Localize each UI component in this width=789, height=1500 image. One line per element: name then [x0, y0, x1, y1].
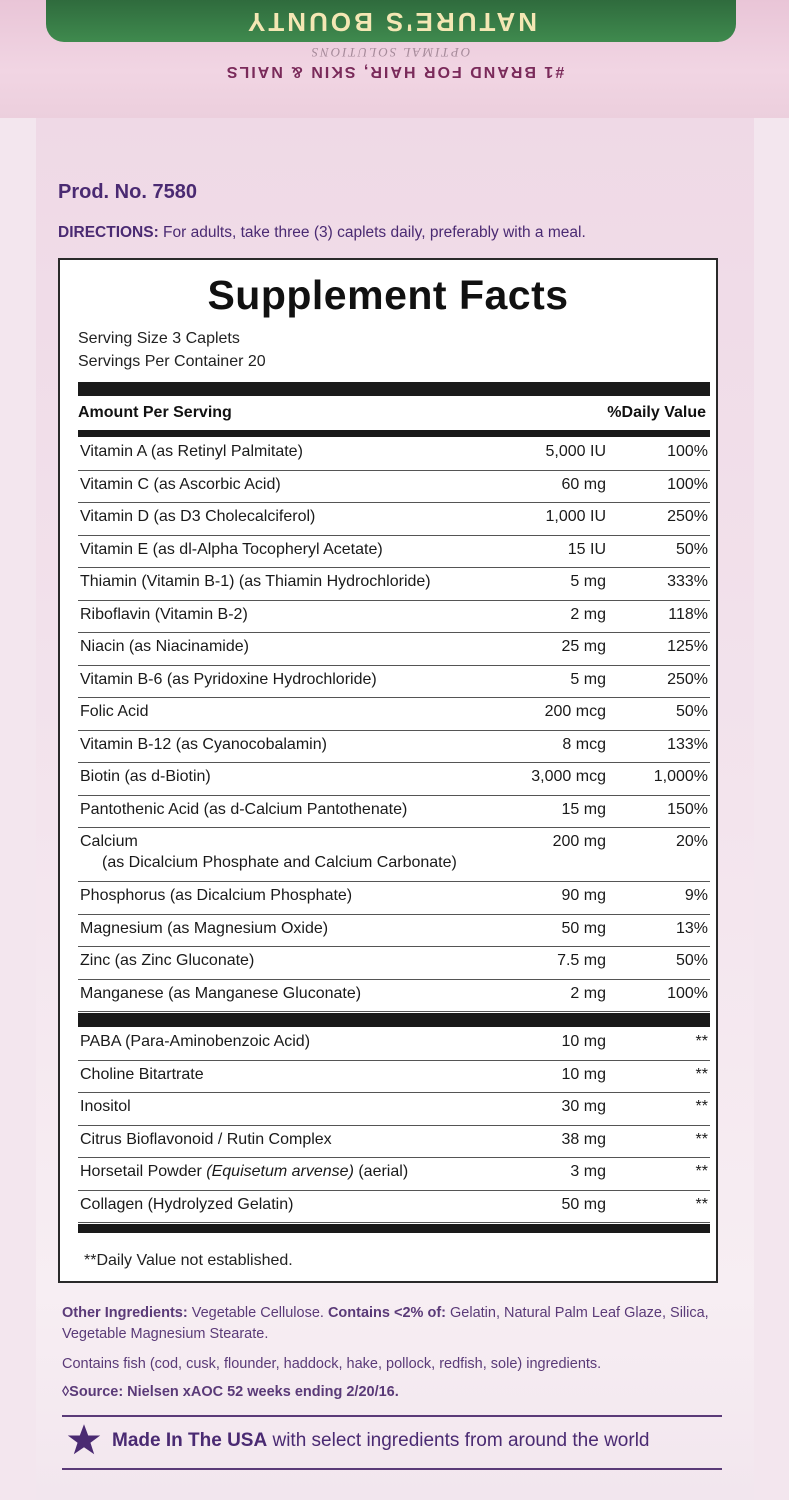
nutrient-name: Manganese (as Manganese Gluconate) [80, 984, 362, 1002]
nutrient-amount: 1,000 IU [545, 508, 606, 525]
facts-title: Supplement Facts [207, 272, 569, 318]
nutrient-amount: 200 mg [552, 833, 606, 850]
nutrient-amount: 5 mg [570, 573, 606, 590]
nutrient-row [78, 632, 710, 666]
nutrient-amount: 5 mg [570, 670, 606, 688]
footnote: **Daily Value not established. [84, 1252, 293, 1269]
thick-divider [78, 382, 710, 396]
nutrient-name: Magnesium (as Magnesium Oxide) [80, 919, 329, 937]
nutrient-name: Vitamin B-12 (as Cyanocobalamin) [80, 735, 327, 753]
nutrient-daily-value: ** [695, 1195, 708, 1213]
nutrient-name: Vitamin D (as D3 Cholecalciferol) [80, 508, 316, 525]
thick-divider [78, 1013, 710, 1027]
fish-allergen-note: Contains fish (cod, cusk, flounder, haddock, hake, pollock, redfish, sole) ingredients. [62, 1356, 602, 1372]
nutrient-row [78, 1125, 710, 1159]
nutrient-row [78, 437, 710, 471]
nutrient-row [78, 979, 710, 1013]
nutrient-daily-value: 100% [667, 443, 708, 460]
nutrient-daily-value: 118% [668, 605, 708, 623]
nutrient-amount: 3 mg [570, 1163, 606, 1180]
nutrient-name: Vitamin A (as Retinyl Palmitate) [80, 443, 303, 460]
divider-line [62, 1468, 722, 1470]
nutrient-row [78, 795, 710, 829]
nutrient-amount: 3,000 mcg [531, 768, 606, 785]
nutrient-amount: 15 IU [567, 540, 606, 558]
nutrient-name: Folic Acid [80, 703, 149, 720]
nutrient-row [78, 535, 710, 569]
nutrient-name [80, 1163, 408, 1181]
nutrient-name-part: (aerial) [353, 1163, 409, 1180]
nutrient-row [78, 1027, 710, 1061]
nutrient-name: Niacin (as Niacinamide) [80, 638, 249, 655]
nutrient-name: Zinc (as Zinc Gluconate) [80, 952, 255, 969]
nutrient-daily-value: 133% [667, 735, 708, 753]
nutrient-name: Vitamin B-6 (as Pyridoxine Hydrochloride) [80, 670, 377, 688]
nutrient-daily-value: 150% [667, 800, 708, 818]
nutrient-amount: 10 mg [561, 1033, 606, 1050]
nutrient-amount: 10 mg [561, 1065, 606, 1083]
nutrient-amount: 50 mg [561, 919, 606, 937]
thick-divider [78, 430, 710, 437]
nutrient-amount: 2 mg [570, 605, 606, 623]
made-in-usa-bold: Made In The USA [112, 1430, 268, 1451]
nutrient-row [78, 730, 710, 764]
nutrient-amount: 8 mcg [562, 735, 606, 753]
source-note: ◊Source: Nielsen xAOC 52 weeks ending 2/20/16. [62, 1384, 399, 1400]
nutrient-daily-value: 20% [675, 833, 708, 850]
nutrient-name: Inositol [80, 1098, 131, 1115]
amount-per-serving-header: Amount Per Serving [78, 404, 232, 421]
brand-tagline: OPTIMAL SOLUTIONS [309, 45, 471, 60]
nutrient-name: Collagen (Hydrolyzed Gelatin) [80, 1195, 294, 1213]
nutrient-name: Vitamin E (as dl-Alpha Tocopheryl Acetate) [80, 540, 383, 558]
nutrient-daily-value: ** [695, 1098, 708, 1115]
nutrient-row [78, 762, 710, 796]
daily-value-header: %Daily Value [607, 404, 706, 421]
nutrient-daily-value: 125% [667, 638, 708, 655]
nutrient-amount: 30 mg [561, 1098, 606, 1115]
nutrient-amount: 25 mg [561, 638, 606, 655]
nutrient-name: Vitamin C (as Ascorbic Acid) [80, 475, 281, 493]
nutrient-row [78, 881, 710, 915]
nutrient-daily-value: ** [695, 1033, 708, 1050]
nutrient-name: Phosphorus (as Dicalcium Phosphate) [80, 887, 353, 904]
box-top-banner [0, 0, 789, 118]
nutrient-name: Pantothenic Acid (as d-Calcium Pantothenate) [80, 800, 408, 818]
brand-strip [46, 0, 736, 42]
nutrient-row [78, 1092, 710, 1126]
divider-line [62, 1415, 722, 1417]
nutrient-daily-value: 100% [667, 475, 708, 493]
other-ingredients-label: Other Ingredients: [62, 1305, 188, 1321]
nutrient-daily-value: ** [695, 1163, 708, 1180]
brand-logo: NATURE'S BOUNTY [245, 7, 537, 37]
contains-text: Gelatin, Natural Palm Leaf Glaze, Silica, Vegetable Magnesium Stearate. [62, 1305, 709, 1342]
nutrient-amount: 200 mcg [544, 703, 606, 720]
other-ingredients-text: Vegetable Cellulose. [187, 1305, 328, 1321]
nutrient-amount: 60 mg [561, 475, 606, 493]
directions-text: For adults, take three (3) caplets daily, preferably with a meal. [158, 224, 586, 241]
nutrient-amount: 38 mg [561, 1130, 606, 1148]
nutrient-name: Biotin (as d-Biotin) [80, 768, 211, 785]
contains-label: Contains <2% of: [327, 1305, 446, 1321]
brand-slogan: #1 BRAND FOR HAIR, SKIN & NAILS [224, 63, 565, 80]
nutrient-row [78, 1190, 710, 1224]
nutrient-daily-value: 50% [675, 952, 708, 969]
nutrient-amount: 7.5 mg [557, 952, 606, 969]
made-in-usa [112, 1430, 650, 1452]
nutrient-daily-value: 13% [675, 919, 708, 937]
nutrient-daily-value: 9% [684, 887, 708, 904]
nutrient-daily-value: 250% [667, 508, 708, 525]
directions-label: DIRECTIONS: [58, 224, 159, 241]
nutrient-name-part: Horsetail Powder [80, 1163, 207, 1180]
nutrient-daily-value: 50% [675, 703, 708, 720]
nutrient-name: Calcium [80, 833, 138, 850]
nutrient-name: Choline Bitartrate [80, 1065, 204, 1083]
directions [58, 224, 758, 242]
nutrient-row [78, 914, 710, 948]
servings-per-container: Servings Per Container 20 [78, 353, 266, 370]
product-number: Prod. No. 7580 [58, 181, 197, 203]
nutrient-row [78, 697, 710, 731]
nutrient-name: PABA (Para-Aminobenzoic Acid) [80, 1033, 311, 1050]
nutrient-amount: 2 mg [570, 984, 606, 1002]
nutrient-daily-value: 1,000% [653, 768, 708, 785]
star-icon [66, 1422, 102, 1458]
nutrient-amount: 15 mg [561, 800, 606, 818]
other-ingredients [62, 1303, 742, 1345]
nutrient-row [78, 827, 710, 882]
supplement-facts-panel [58, 258, 718, 1283]
nutrient-amount: 50 mg [561, 1195, 606, 1213]
nutrient-row [78, 946, 710, 980]
nutrient-row [78, 567, 710, 601]
nutrient-row [78, 665, 710, 699]
nutrient-daily-value: ** [695, 1065, 708, 1083]
nutrient-daily-value: 333% [667, 573, 708, 590]
nutrient-name-italic: (Equisetum arvense) [206, 1163, 354, 1180]
nutrient-name: Citrus Bioflavonoid / Rutin Complex [80, 1130, 332, 1148]
nutrient-row [78, 1157, 710, 1191]
nutrient-name: Riboflavin (Vitamin B-2) [80, 605, 248, 623]
nutrient-daily-value: 100% [667, 984, 708, 1002]
nutrient-row [78, 600, 710, 634]
nutrient-daily-value: 50% [675, 540, 708, 558]
serving-size: Serving Size 3 Caplets [78, 330, 240, 347]
nutrient-daily-value: ** [695, 1130, 708, 1148]
nutrient-name: Thiamin (Vitamin B-1) (as Thiamin Hydrochloride) [80, 573, 431, 590]
thick-divider [78, 1224, 710, 1233]
made-in-usa-text: with select ingredients from around the world [267, 1430, 650, 1451]
nutrient-amount: 90 mg [561, 887, 606, 904]
nutrient-row [78, 470, 710, 504]
nutrient-row [78, 502, 710, 536]
nutrient-source: (as Dicalcium Phosphate and Calcium Carbonate) [102, 854, 457, 871]
nutrient-daily-value: 250% [667, 670, 708, 688]
nutrient-row [78, 1060, 710, 1094]
nutrient-amount: 5,000 IU [545, 443, 606, 460]
